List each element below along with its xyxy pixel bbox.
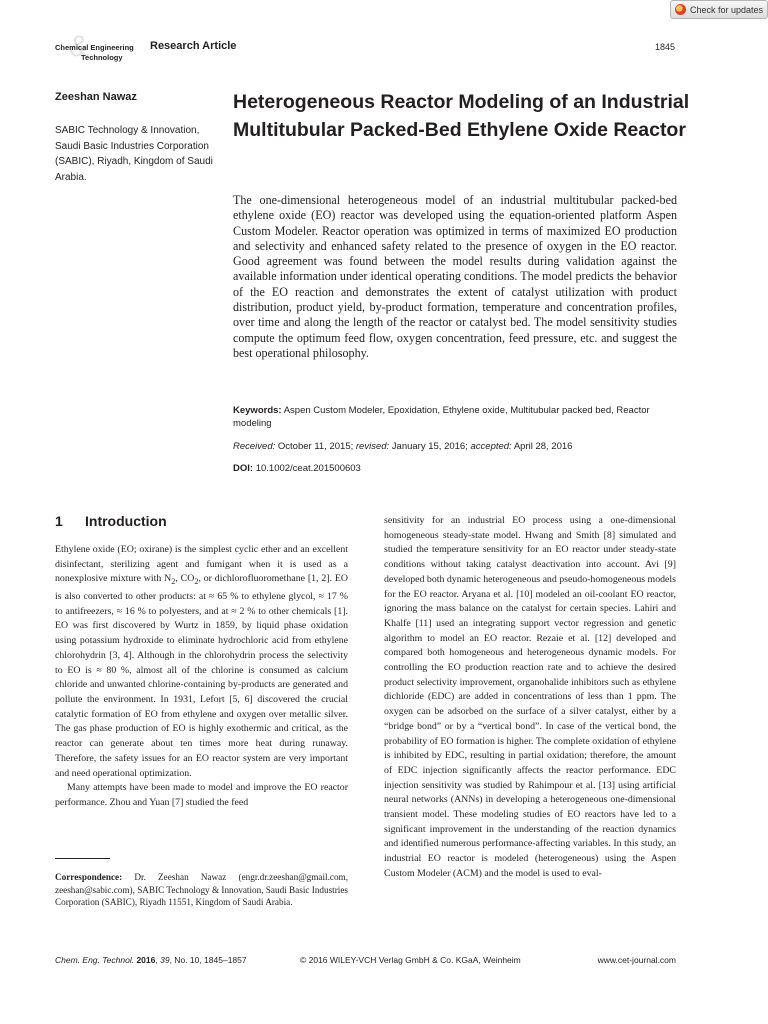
subscript: 2 <box>171 577 176 587</box>
journal-name-line2: Technology <box>81 53 123 62</box>
received-label: Received: <box>233 441 276 452</box>
abstract: The one-dimensional heterogeneous model of an industrial multitubular packed-bed ethylene oxide (EO) reactor was developed using the equation-oriented platform Aspen Custom Modeler. Reactor operation was optimized in terms of maximized EO production and selectivity and enhanced safety related to the presence of oxygen in the EO reactor. Good agreement was found between the model results during validation against the available information under identical operating conditions. The model predicts the behavior of the EO reaction and demonstrates the extent of catalyst utilization with product distribution, product yield, by-product formation, temperature and concentration profiles, over time and along the length of the reactor or catalyst bed. The model sensitivity studies compute the optimum feed flow, oxygen concentration, feed pressure, etc. and suggest the best operational philosophy. <box>233 193 677 360</box>
revised-label: revised: <box>355 441 390 452</box>
article-title: Heterogeneous Reactor Modeling of an Industrial Multitubular Packed-Bed Ethylene Oxide Reactor <box>233 91 690 141</box>
keywords-text: Aspen Custom Modeler, Epoxidation, Ethylene oxide, Multitubular packed bed, Reactor modeling <box>233 405 650 429</box>
revised-date: January 15, 2016; <box>391 441 468 452</box>
body-text: , or dichlorofluoromethane [1, 2]. EO is also converted to other products: at ≈ 65 % to ethylene glycol, ≈ 17 % to antifreezers, ≈ 16 % to polyesters, and at ≈ 2 % to other chemicals [1]. EO was first discovered by Wurtz in 1859, by liquid phase oxidation using potassium hydroxide to eliminate hydrochloric acid from ethylene chlorohydrin [3, 4]. Although in the chlorohydrin process the selectivity to EO is ≈ 80 %, almost all of the chlorine is consumed as calcium chloride and unwanted chlorine-containing by-products are generated and pollute the environment. In 1931, Lefort [5, 6] discovered the crucial catalytic formation of EO from ethylene and oxygen over metallic silver. The gas phase production of EO is highly exothermic and critical, as the reactor can generate about ten times more heat during runaway. Therefore, the safety issues for an EO reactor system are very important and need operational optimization. <box>55 573 348 779</box>
check-for-updates-label: Check for updates <box>690 4 764 15</box>
received-date: October 11, 2015; <box>277 441 354 452</box>
footer-journal: Chem. Eng. Technol. <box>55 955 135 965</box>
body-text: , CO <box>175 573 195 585</box>
footer-issue-pages: , No. 10, 1845–1857 <box>169 955 247 965</box>
body-paragraph <box>55 543 348 781</box>
body-paragraph: sensitivity for an industrial EO process using a one-dimensional homogeneous steady-state model. Hwang and Smith [8] simulated and studied the temperature sensitivity for an EO reactor under steady-state conditions without taking catalyst deactivation into account. Avi [9] developed both dynamic heterogeneous and pseudo-homogeneous models for the EO reactor. Aryana et al. [10] modeled an oil-coolant EO reactor, ignoring the mass balance on the catalyst for certain species. Lahiri and Khalfe [11] used an integrating support vector regression and genetic algorithm to model an EO reactor. Rezaie et al. [12] developed and compared both homogeneous and heterogeneous dynamic models. For controlling the EO production reaction rate and to achieve the desired product selectivity improvement, organohalide inhibitors such as ethylene dichloride (EDC) are added in concentrations of less than 1 ppm. The oxygen can be adsorbed on the surface of a silver catalyst, either by a “bridge bond” or by a “vertical bond”. In case of the vertical bond, the probability of EO formation is higher. The complete oxidation of ethylene is inhibited by EDC, resulting in partial oxidation; therefore, the amount of EDC injection significantly affects the reactor performance. EDC injection sensitivity was studied by Rahimpour et al. [13] using artificial neural networks (ANNs) in developing a heterogeneous one-dimensional transient model. These modeling studies of EO reactors have led to a significant improvement in the understanding of the reaction dynamics and identified numerous performance-affecting variables. In this study, an industrial EO reactor is modeled (heterogeneous) using the Aspen Custom Modeler (ACM) and the model is used to eval- <box>384 515 676 879</box>
page-number: 1845 <box>654 42 675 52</box>
author-affiliation: SABIC Technology & Innovation, Saudi Basic Industries Corporation (SABIC), Riyadh, Kingdom of Saudi Arabia. <box>55 125 213 183</box>
doi <box>233 462 683 475</box>
footer-year: 2016 <box>136 955 156 965</box>
footer-citation: Chem. Eng. Technol. 2016, 39, No. 10, 1845–1857 <box>55 955 247 965</box>
section-number: 1 <box>55 513 63 529</box>
accepted-label: accepted: <box>470 441 512 452</box>
footer-volume: 39 <box>160 955 170 965</box>
footer-copyright: © 2016 WILEY-VCH Verlag GmbH & Co. KGaA, Weinheim <box>300 955 521 965</box>
footnote-divider <box>55 858 110 859</box>
correspondence-label: Correspondence: <box>55 872 123 882</box>
keywords-label: Keywords: <box>233 405 282 416</box>
journal-name-line1: Chemical Engineering <box>55 43 134 52</box>
page-footer <box>55 955 676 969</box>
check-for-updates-button[interactable] <box>670 0 768 19</box>
accepted-date: April 28, 2016 <box>513 441 573 452</box>
body-paragraph: Many attempts have been made to model and improve the EO reactor performance. Zhou and Yuan [7] studied the feed <box>55 782 348 808</box>
section-title: Introduction <box>85 513 167 529</box>
doi-label: DOI: <box>233 463 254 474</box>
body-text: Ethylene oxide (EO; oxirane) is the simplest cyclic ether and an excellent disinfectant, sterilizing agent and fumigant when it is used as a nonexplosive mixture with N <box>55 544 348 585</box>
crossmark-icon <box>675 4 686 15</box>
doi-value[interactable]: 10.1002/ceat.201500603 <box>255 463 361 474</box>
footer-website-link[interactable]: www.cet-journal.com <box>597 955 676 965</box>
body-column-right <box>384 514 676 882</box>
subscript: 2 <box>194 577 199 587</box>
journal-logo <box>55 30 145 64</box>
correspondence-footnote <box>55 871 348 909</box>
section-heading <box>55 513 167 529</box>
logo-ampersand-icon: & <box>69 30 90 63</box>
article-dates <box>233 440 683 453</box>
article-type: Research Article <box>150 40 237 52</box>
keywords <box>233 404 683 430</box>
correspondence-text: Dr. Zeeshan Nawaz (engr.dr.zeeshan@gmail.com, zeeshan@sabic.com), SABIC Technology & Innovation, Saudi Basic Industries Corporation (SABIC), Riyadh 11551, Kingdom of Saudi Arabia. <box>55 872 348 908</box>
body-column-left <box>55 543 348 811</box>
author-name: Zeeshan Nawaz <box>55 91 137 103</box>
